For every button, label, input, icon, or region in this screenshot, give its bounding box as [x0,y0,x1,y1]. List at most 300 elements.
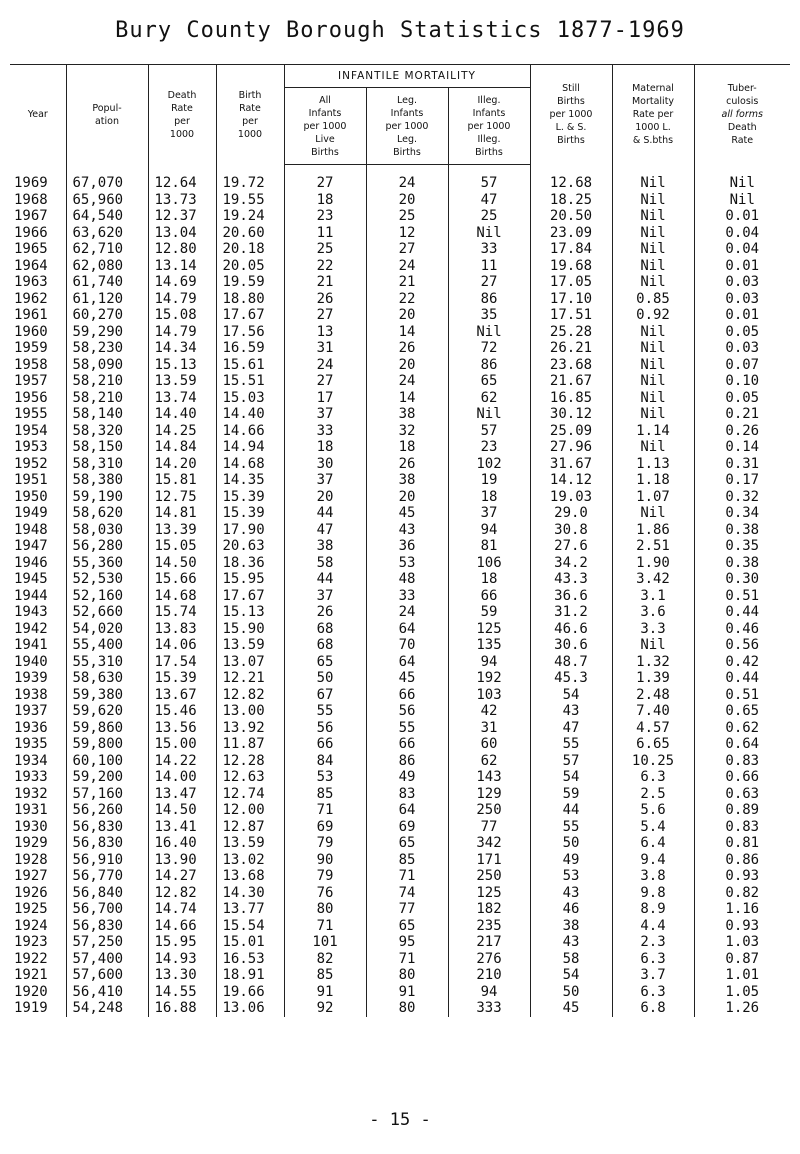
cell-maternal-mortality: 3.8 [612,868,694,885]
cell-tuberculosis: 0.34 [694,505,790,522]
cell-still-births: 25.28 [530,324,612,341]
cell-year: 1966 [14,224,48,241]
cell-leg-infants: 80 [366,1000,448,1017]
cell-tuberculosis: 0.01 [694,258,790,275]
cell-still-births: 30.8 [530,522,612,539]
cell-birth-rate: 12.21 [216,670,284,687]
cell-leg-infants: 49 [366,769,448,786]
cell-population: 59,200 [66,769,148,786]
cell-year: 1955 [14,406,48,422]
cell-leg-infants: 64 [366,621,448,638]
cell-tuberculosis: 0.21 [694,406,790,423]
cell-all-infants: 38 [284,538,366,555]
cell-birth-rate: 12.63 [216,769,284,786]
cell-still-births: 31.2 [530,604,612,621]
cell-illeg-infants: 31 [448,720,530,737]
cell-year: 1939 [14,670,48,686]
cell-illeg-infants: 25 [448,208,530,225]
header-infantile-mortality: INFANTILE MORTAILITY [284,65,530,88]
cell-all-infants: 37 [284,472,366,489]
cell-death-rate: 14.50 [148,555,216,572]
cell-death-rate: 14.00 [148,769,216,786]
cell-death-rate: 12.37 [148,208,216,225]
cell-death-rate: 13.39 [148,522,216,539]
cell-death-rate: 14.22 [148,753,216,770]
cell-leg-infants: 14 [366,390,448,407]
cell-all-infants: 21 [284,274,366,291]
cell-birth-rate: 15.51 [216,373,284,390]
page-number: - 15 - [369,1110,431,1130]
cell-leg-infants: 38 [366,472,448,489]
cell-still-births: 27.96 [530,439,612,456]
cell-leg-infants: 64 [366,802,448,819]
cell-illeg-infants: 35 [448,307,530,324]
cell-illeg-infants: 42 [448,703,530,720]
cell-year: 1933 [14,769,48,785]
cell-maternal-mortality: Nil [612,390,694,407]
cell-death-rate: 15.08 [148,307,216,324]
table-body [10,165,790,1017]
cell-illeg-infants: 77 [448,819,530,836]
cell-year: 1960 [14,323,48,340]
cell-maternal-mortality: 2.48 [612,687,694,704]
header-still-births: Still Births per 1000 L. & S. Births [530,65,612,165]
cell-year: 1956 [14,389,48,406]
header-birth-rate: Birth Rate per 1000 [216,65,284,165]
cell-illeg-infants: 135 [448,637,530,654]
table-row [10,802,790,819]
cell-illeg-infants: 65 [448,373,530,390]
cell-all-infants: 71 [284,802,366,819]
cell-tuberculosis: 0.62 [694,720,790,737]
cell-maternal-mortality: Nil [612,192,694,209]
cell-illeg-infants: 27 [448,274,530,291]
cell-all-infants: 20 [284,489,366,506]
cell-tuberculosis: 0.03 [694,274,790,291]
cell-leg-infants: 27 [366,241,448,258]
table-row [10,505,790,522]
cell-still-births: 43 [530,885,612,902]
cell-leg-infants: 26 [366,456,448,473]
cell-all-infants: 31 [284,340,366,357]
cell-year: 1940 [14,653,48,670]
cell-population: 59,190 [66,489,148,506]
cell-death-rate: 15.05 [148,538,216,555]
cell-population: 58,310 [66,456,148,473]
cell-population: 60,100 [66,753,148,770]
cell-still-births: 23.68 [530,357,612,374]
cell-death-rate: 15.74 [148,604,216,621]
cell-still-births: 17.84 [530,241,612,258]
cell-death-rate: 13.90 [148,852,216,869]
cell-death-rate: 14.68 [148,588,216,605]
cell-population: 58,230 [66,340,148,357]
cell-illeg-infants: 276 [448,951,530,968]
cell-illeg-infants: 86 [448,357,530,374]
cell-year: 1969 [14,175,48,191]
cell-maternal-mortality: 10.25 [612,753,694,770]
cell-illeg-infants: Nil [448,406,530,423]
cell-still-births: 55 [530,736,612,753]
cell-year: 1932 [14,785,48,802]
cell-year: 1923 [14,934,48,950]
cell-maternal-mortality: 1.13 [612,456,694,473]
cell-year: 1934 [14,752,48,769]
cell-leg-infants: 56 [366,703,448,720]
cell-illeg-infants: Nil [448,225,530,242]
table-row [10,918,790,935]
cell-illeg-infants: 143 [448,769,530,786]
cell-death-rate: 14.20 [148,456,216,473]
cell-illeg-infants: 342 [448,835,530,852]
cell-year: 1922 [14,950,48,967]
cell-all-infants: 37 [284,588,366,605]
cell-tuberculosis: 1.03 [694,934,790,951]
cell-maternal-mortality: 8.9 [612,901,694,918]
cell-population: 59,860 [66,720,148,737]
cell-death-rate: 12.80 [148,241,216,258]
cell-all-infants: 18 [284,192,366,209]
cell-maternal-mortality: 3.7 [612,967,694,984]
cell-still-births: 29.0 [530,505,612,522]
cell-death-rate: 14.79 [148,291,216,308]
cell-maternal-mortality: 1.90 [612,555,694,572]
cell-leg-infants: 12 [366,225,448,242]
cell-death-rate: 14.40 [148,406,216,423]
cell-tuberculosis: 0.26 [694,423,790,440]
cell-year: 1950 [14,488,48,505]
cell-population: 63,620 [66,225,148,242]
cell-still-births: 55 [530,819,612,836]
cell-illeg-infants: 129 [448,786,530,803]
cell-tuberculosis: 0.46 [694,621,790,638]
cell-tuberculosis: 0.83 [694,819,790,836]
cell-population: 56,830 [66,819,148,836]
cell-all-infants: 53 [284,769,366,786]
cell-all-infants: 76 [284,885,366,902]
cell-tuberculosis: 0.10 [694,373,790,390]
cell-population: 56,280 [66,538,148,555]
cell-all-infants: 25 [284,241,366,258]
cell-all-infants: 67 [284,687,366,704]
cell-birth-rate: 15.01 [216,934,284,951]
cell-tuberculosis: 0.03 [694,291,790,308]
cell-tuberculosis: 0.05 [694,324,790,341]
cell-illeg-infants: 94 [448,984,530,1001]
cell-leg-infants: 45 [366,505,448,522]
cell-birth-rate: 11.87 [216,736,284,753]
cell-population: 57,160 [66,786,148,803]
table-row [10,522,790,539]
cell-all-infants: 26 [284,604,366,621]
cell-tuberculosis: 0.87 [694,951,790,968]
cell-birth-rate: 20.63 [216,538,284,555]
cell-leg-infants: 32 [366,423,448,440]
cell-death-rate: 13.83 [148,621,216,638]
cell-maternal-mortality: Nil [612,406,694,423]
table-row [10,538,790,555]
cell-birth-rate: 13.02 [216,852,284,869]
cell-population: 54,020 [66,621,148,638]
cell-leg-infants: 53 [366,555,448,572]
cell-maternal-mortality: 3.42 [612,571,694,588]
cell-death-rate: 15.66 [148,571,216,588]
cell-year: 1946 [14,554,48,571]
cell-maternal-mortality: 1.07 [612,489,694,506]
cell-death-rate: 13.59 [148,373,216,390]
table-row [10,736,790,753]
cell-all-infants: 90 [284,852,366,869]
cell-all-infants: 55 [284,703,366,720]
cell-illeg-infants: 47 [448,192,530,209]
cell-illeg-infants: 171 [448,852,530,869]
cell-still-births: 45.3 [530,670,612,687]
cell-illeg-infants: 192 [448,670,530,687]
cell-tuberculosis: 0.65 [694,703,790,720]
cell-still-births: 27.6 [530,538,612,555]
cell-all-infants: 82 [284,951,366,968]
cell-population: 55,310 [66,654,148,671]
table-row [10,225,790,242]
table-row [10,274,790,291]
table-row [10,456,790,473]
table-row [10,637,790,654]
cell-population: 58,090 [66,357,148,374]
cell-illeg-infants: 62 [448,390,530,407]
cell-tuberculosis: 0.35 [694,538,790,555]
cell-still-births: 43.3 [530,571,612,588]
cell-still-births: 43 [530,934,612,951]
cell-birth-rate: 13.07 [216,654,284,671]
cell-population: 56,700 [66,901,148,918]
cell-maternal-mortality: Nil [612,274,694,291]
cell-birth-rate: 20.18 [216,241,284,258]
cell-population: 61,120 [66,291,148,308]
cell-population: 58,630 [66,670,148,687]
cell-illeg-infants: 94 [448,522,530,539]
cell-birth-rate: 15.39 [216,489,284,506]
cell-illeg-infants: 250 [448,868,530,885]
cell-year: 1936 [14,719,48,736]
cell-illeg-infants: 57 [448,423,530,440]
cell-population: 60,270 [66,307,148,324]
cell-population: 65,960 [66,192,148,209]
cell-birth-rate: 15.39 [216,505,284,522]
cell-birth-rate: 14.68 [216,456,284,473]
cell-all-infants: 11 [284,225,366,242]
cell-maternal-mortality: 1.86 [612,522,694,539]
cell-year: 1927 [14,868,48,884]
cell-illeg-infants: Nil [448,324,530,341]
cell-year: 1954 [14,422,48,439]
cell-leg-infants: 71 [366,951,448,968]
cell-all-infants: 58 [284,555,366,572]
cell-all-infants: 22 [284,258,366,275]
cell-death-rate: 13.47 [148,786,216,803]
cell-still-births: 23.09 [530,225,612,242]
cell-maternal-mortality: 4.57 [612,720,694,737]
cell-tuberculosis: 0.07 [694,357,790,374]
cell-all-infants: 69 [284,819,366,836]
cell-leg-infants: 65 [366,835,448,852]
statistics-table [10,64,790,1017]
cell-still-births: 21.67 [530,373,612,390]
cell-leg-infants: 26 [366,340,448,357]
cell-illeg-infants: 81 [448,538,530,555]
cell-illeg-infants: 62 [448,753,530,770]
cell-maternal-mortality: Nil [612,373,694,390]
table-row [10,819,790,836]
cell-still-births: 17.51 [530,307,612,324]
cell-birth-rate: 12.28 [216,753,284,770]
cell-population: 56,910 [66,852,148,869]
cell-birth-rate: 13.59 [216,637,284,654]
cell-year: 1919 [14,1000,48,1016]
cell-population: 57,400 [66,951,148,968]
cell-all-infants: 27 [284,373,366,390]
cell-year: 1944 [14,587,48,604]
cell-tuberculosis: 0.66 [694,769,790,786]
header-illeg-infants: Illeg. Infants per 1000 Illeg. Births [448,88,530,165]
cell-leg-infants: 21 [366,274,448,291]
cell-death-rate: 13.74 [148,390,216,407]
page-title: Bury County Borough Statistics 1877-1969 [115,18,685,43]
cell-still-births: 46 [530,901,612,918]
cell-all-infants: 56 [284,720,366,737]
table-row [10,555,790,572]
cell-leg-infants: 71 [366,868,448,885]
cell-all-infants: 47 [284,522,366,539]
cell-leg-infants: 55 [366,720,448,737]
cell-birth-rate: 14.94 [216,439,284,456]
cell-leg-infants: 80 [366,967,448,984]
cell-birth-rate: 13.68 [216,868,284,885]
cell-leg-infants: 45 [366,670,448,687]
cell-all-infants: 27 [284,175,366,192]
cell-tuberculosis: 0.31 [694,456,790,473]
cell-tuberculosis: 0.38 [694,555,790,572]
cell-tuberculosis: 0.93 [694,918,790,935]
cell-death-rate: 14.74 [148,901,216,918]
cell-tuberculosis: 0.03 [694,340,790,357]
cell-year: 1929 [14,835,48,851]
cell-maternal-mortality: Nil [612,258,694,275]
cell-year: 1920 [14,983,48,1000]
cell-tuberculosis: 1.26 [694,1000,790,1017]
cell-leg-infants: 77 [366,901,448,918]
cell-all-infants: 23 [284,208,366,225]
cell-death-rate: 14.66 [148,918,216,935]
cell-still-births: 58 [530,951,612,968]
cell-still-births: 30.12 [530,406,612,423]
cell-still-births: 45 [530,1000,612,1017]
table-row [10,373,790,390]
table-row [10,175,790,192]
cell-birth-rate: 15.54 [216,918,284,935]
cell-birth-rate: 18.36 [216,555,284,572]
cell-maternal-mortality: Nil [612,225,694,242]
cell-still-births: 17.05 [530,274,612,291]
cell-tuberculosis: Nil [694,192,790,209]
cell-leg-infants: 66 [366,687,448,704]
header-leg-infants: Leg. Infants per 1000 Leg. Births [366,88,448,165]
table-row [10,423,790,440]
header-maternal-mortality: Maternal Mortality Rate per 1000 L. & S.bths [612,65,694,165]
cell-population: 57,250 [66,934,148,951]
cell-population: 58,140 [66,406,148,423]
cell-leg-infants: 20 [366,489,448,506]
cell-birth-rate: 17.90 [216,522,284,539]
cell-birth-rate: 20.05 [216,258,284,275]
cell-still-births: 19.03 [530,489,612,506]
cell-leg-infants: 83 [366,786,448,803]
cell-year: 1961 [14,307,48,323]
cell-population: 61,740 [66,274,148,291]
cell-birth-rate: 16.53 [216,951,284,968]
cell-population: 59,380 [66,687,148,704]
cell-all-infants: 92 [284,1000,366,1017]
cell-maternal-mortality: Nil [612,637,694,654]
cell-tuberculosis: 1.16 [694,901,790,918]
cell-maternal-mortality: 2.5 [612,786,694,803]
cell-still-births: 53 [530,868,612,885]
cell-birth-rate: 12.74 [216,786,284,803]
cell-still-births: 46.6 [530,621,612,638]
cell-population: 55,360 [66,555,148,572]
table-row [10,654,790,671]
cell-leg-infants: 36 [366,538,448,555]
cell-illeg-infants: 33 [448,241,530,258]
cell-leg-infants: 74 [366,885,448,902]
cell-illeg-infants: 11 [448,258,530,275]
cell-population: 56,260 [66,802,148,819]
cell-still-births: 59 [530,786,612,803]
cell-death-rate: 13.04 [148,225,216,242]
table-row [10,390,790,407]
cell-maternal-mortality: 6.3 [612,984,694,1001]
cell-birth-rate: 13.92 [216,720,284,737]
cell-maternal-mortality: Nil [612,340,694,357]
cell-all-infants: 91 [284,984,366,1001]
cell-still-births: 54 [530,967,612,984]
tuberculosis-all-forms: all forms [721,109,763,121]
cell-death-rate: 15.39 [148,670,216,687]
cell-birth-rate: 14.40 [216,406,284,423]
cell-year: 1968 [14,191,48,208]
cell-still-births: 19.68 [530,258,612,275]
cell-population: 59,290 [66,324,148,341]
cell-illeg-infants: 125 [448,621,530,638]
table-row [10,934,790,951]
cell-maternal-mortality: 5.6 [612,802,694,819]
cell-year: 1965 [14,241,48,257]
cell-still-births: 12.68 [530,175,612,192]
table-row [10,192,790,209]
cell-maternal-mortality: 3.3 [612,621,694,638]
table-row [10,852,790,869]
table-row [10,868,790,885]
cell-birth-rate: 18.91 [216,967,284,984]
cell-maternal-mortality: 0.92 [612,307,694,324]
cell-birth-rate: 13.59 [216,835,284,852]
table-row [10,472,790,489]
cell-year: 1943 [14,604,48,620]
cell-population: 58,150 [66,439,148,456]
cell-still-births: 48.7 [530,654,612,671]
cell-death-rate: 12.64 [148,175,216,192]
cell-illeg-infants: 210 [448,967,530,984]
cell-year: 1924 [14,917,48,934]
